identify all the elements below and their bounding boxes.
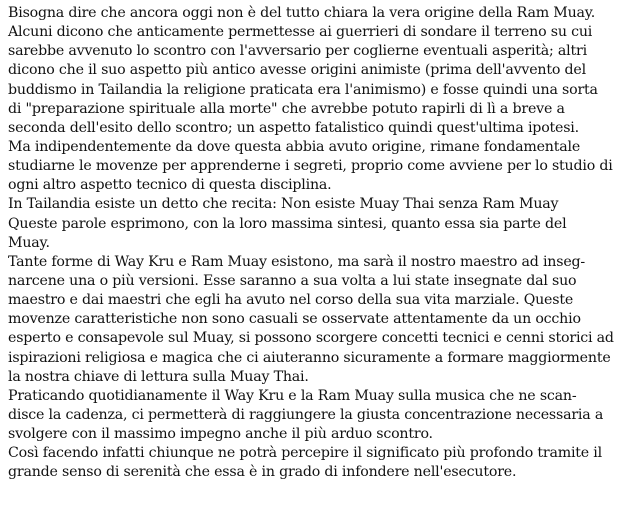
- text-line: grande senso di serenità che essa è in grado di infondere nell'esecutore.: [8, 464, 517, 481]
- text-line: Alcuni dicono che anticamente permettesse ai guerrieri di sondare il terreno su cui: [8, 24, 593, 41]
- text-line: In Tailandia esiste un detto che recita: Non esiste Muay Thai senza Ram Muay: [8, 196, 559, 213]
- text-line: di "preparazione spirituale alla morte" che avrebbe potuto rapirli di lì a breve a: [8, 100, 565, 117]
- text-line: Muay.: [8, 234, 50, 251]
- text-line: dicono che il suo aspetto più antico avesse origini animiste (prima dell'avvento del: [8, 62, 586, 79]
- text-line: Bisogna dire che ancora oggi non è del tutto chiara la vera origine della Ram Muay.: [8, 5, 596, 21]
- text-line: disce la cadenza, ci permetterà di raggiungere la giusta concentrazione necessaria a: [8, 406, 604, 423]
- text-line: ispirazioni religiosa e magica che ci aiuteranno sicuramente a formare maggiormente: [8, 349, 611, 366]
- text-line: studiarne le movenze per apprenderne i segreti, proprio come avviene per lo studio di: [8, 158, 613, 175]
- text-line: esperto e consapevole sul Muay, si possono scorgere concetti tecnici e cenni storici ad: [8, 330, 614, 347]
- text-line: Così facendo infatti chiunque ne potrà percepire il significato più profondo tramite il: [8, 445, 602, 462]
- text-line: sarebbe avvenuto lo scontro con l'avversario per coglierne eventuali asperità; altri: [8, 43, 587, 60]
- text-line: svolgere con il massimo impegno anche il più arduo scontro.: [8, 426, 433, 443]
- text-line: maestro e dai maestri che egli ha avuto nel corso della sua vita marziale. Queste: [8, 292, 574, 309]
- text-line: movenze caratteristiche non sono casuali se osservate attentamente da un occhio: [8, 311, 581, 328]
- text-line: buddismo in Tailandia la religione praticata era l'animismo) e fosse quindi una sorta: [8, 81, 598, 98]
- text-line: seconda dell'esito dello scontro; un aspetto fatalistico quindi quest'ultima ipotesi.: [8, 119, 579, 136]
- text-line: ogni altro aspetto tecnico di questa disciplina.: [8, 177, 332, 194]
- text-line: narcene una o più versioni. Esse saranno a sua volta a lui state insegnate dal suo: [8, 272, 577, 289]
- text-line: Praticando quotidianamente il Way Kru e la Ram Muay sulla musica che ne scan-: [8, 387, 577, 404]
- text-line: la nostra chiave di lettura sulla Muay Thai.: [8, 368, 309, 385]
- text-line: Tante forme di Way Kru e Ram Muay esistono, ma sarà il nostro maestro ad inseg-: [8, 253, 585, 270]
- document-body: [8, 4, 618, 483]
- text-line: Ma indipendentemente da dove questa abbia avuto origine, rimane fondamentale: [8, 138, 581, 155]
- text-line: Queste parole esprimono, con la loro massima sintesi, quanto essa sia parte del: [8, 215, 567, 232]
